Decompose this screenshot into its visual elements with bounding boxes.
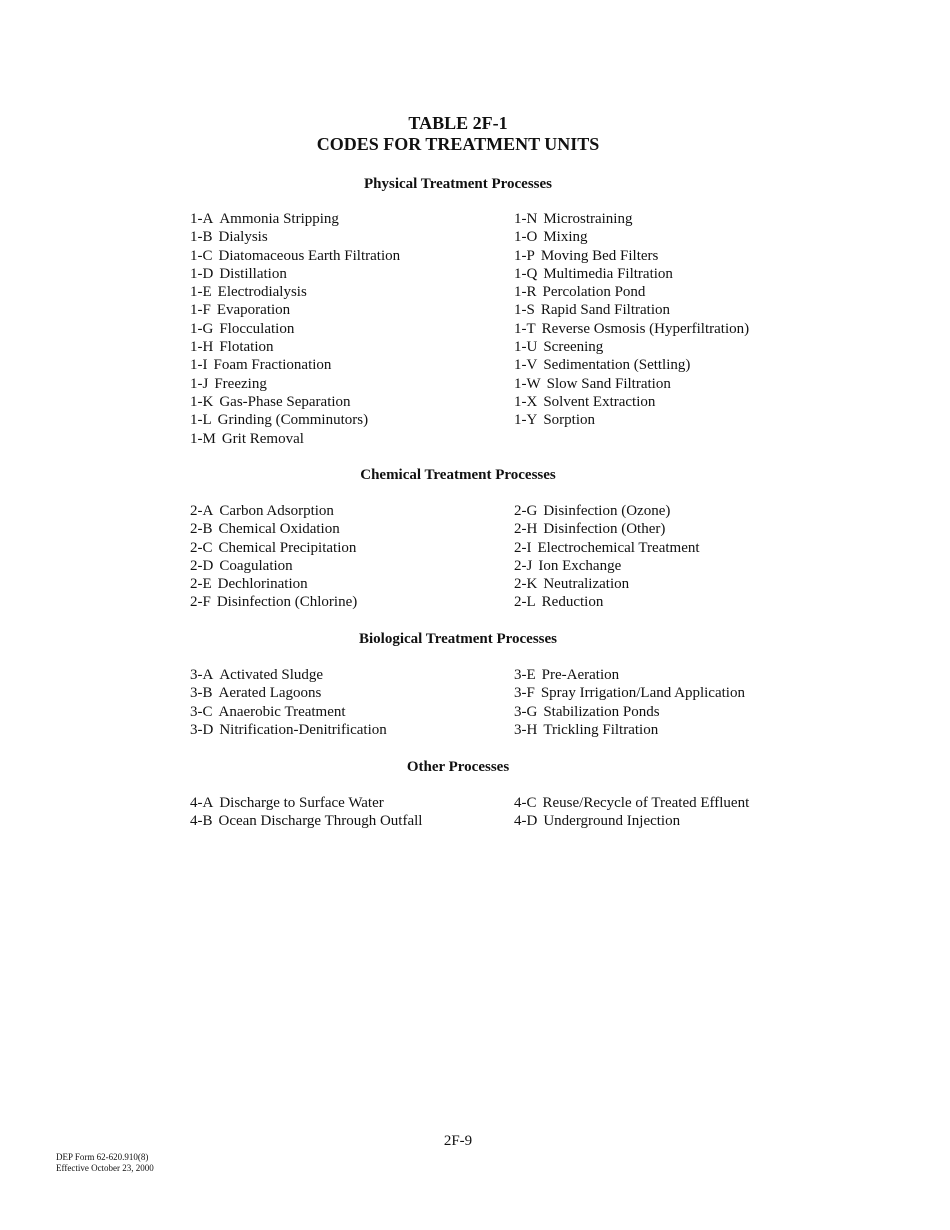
other-heading: Other Processes [406,759,510,775]
code-item [190,684,387,702]
code-item [514,539,700,557]
code-item [514,502,700,520]
effective-date: Effective October 23, 2000 [56,1163,154,1173]
code-number: 1-W [514,375,541,392]
code-label: Grit Removal [221,430,304,447]
code-number: 4-B [190,813,213,830]
code-label: Mixing [543,229,588,246]
code-number: 3-F [514,685,535,702]
code-label: Disinfection (Other) [543,521,666,538]
other-list-left [190,794,422,831]
code-item [190,411,400,429]
code-number: 1-P [514,247,535,264]
code-label: Spray Irrigation/Land Application [540,685,745,702]
code-number: 2-L [514,594,536,611]
code-item [514,393,749,411]
physical-list-right [514,210,749,430]
code-item [514,411,749,429]
code-number: 1-F [190,302,211,319]
code-label: Evaporation [216,302,291,319]
code-number: 1-X [514,393,538,410]
code-label: Anaerobic Treatment [218,703,346,720]
code-number: 1-A [190,211,214,227]
code-label: Discharge to Surface Water [219,795,384,811]
biological-list-right [514,666,745,739]
code-item [514,666,745,684]
code-label: Flotation [219,339,274,356]
code-label: Disinfection (Chlorine) [216,594,358,611]
code-label: Foam Fractionation [213,357,332,374]
code-item [190,520,357,538]
code-item [190,721,387,739]
code-label: Moving Bed Filters [540,247,659,264]
code-label: Solvent Extraction [543,393,656,410]
code-number: 1-R [514,284,537,301]
code-number: 1-U [514,339,538,356]
physical-heading: Physical Treatment Processes [363,176,553,192]
code-label: Flocculation [219,320,295,337]
code-number: 2-H [514,521,538,538]
code-item [514,557,700,575]
code-label: Dialysis [218,229,268,246]
code-item [190,301,400,319]
code-item [514,812,749,830]
code-number: 1-B [190,229,213,246]
code-number: 3-E [514,667,536,683]
code-item [190,228,400,246]
code-item [514,283,749,301]
code-label: Disinfection (Ozone) [543,503,671,519]
code-item [514,575,700,593]
code-label: Underground Injection [543,813,681,830]
code-item [190,575,357,593]
code-number: 2-F [190,594,211,611]
code-item [190,430,400,448]
code-label: Ocean Discharge Through Outfall [218,813,423,830]
code-item [190,375,400,393]
code-item [514,228,749,246]
code-number: 4-D [514,813,538,830]
code-label: Sedimentation (Settling) [543,357,691,374]
code-number: 4-A [190,795,214,811]
code-label: Dechlorination [217,576,308,593]
code-number: 2-K [514,576,538,593]
physical-list-left [190,210,400,448]
code-number: 3-D [190,721,214,738]
code-number: 2-C [190,539,213,556]
code-item [190,338,400,356]
code-label: Screening [543,339,604,356]
code-label: Carbon Adsorption [219,503,334,519]
chemical-list-right [514,502,700,612]
code-number: 2-I [514,539,532,556]
code-number: 2-D [190,557,214,574]
code-number: 2-B [190,521,213,538]
code-label: Reverse Osmosis (Hyperfiltration) [541,320,750,337]
code-label: Reuse/Recycle of Treated Effluent [542,795,750,811]
table-caption: CODES FOR TREATMENT UNITS [316,134,600,154]
code-item [514,210,749,228]
code-number: 1-G [190,320,214,337]
code-item [514,703,745,721]
code-label: Neutralization [543,576,630,593]
code-item [190,812,422,830]
code-item [514,247,749,265]
code-item [514,375,749,393]
code-number: 1-M [190,430,216,447]
code-item [190,502,357,520]
code-number: 3-G [514,703,538,720]
code-item [190,210,400,228]
code-item [514,520,700,538]
code-label: Diatomaceous Earth Filtration [218,247,401,264]
code-item [514,721,745,739]
code-label: Rapid Sand Filtration [540,302,671,319]
code-number: 1-T [514,320,536,337]
code-label: Trickling Filtration [543,721,659,738]
code-number: 1-K [190,393,214,410]
code-item [190,393,400,411]
code-label: Chemical Oxidation [218,521,340,538]
code-number: 1-V [514,357,538,374]
code-item [514,301,749,319]
code-number: 1-C [190,247,213,264]
code-label: Multimedia Filtration [543,265,673,282]
code-label: Reduction [541,594,604,611]
code-label: Freezing [214,375,267,392]
code-number: 2-G [514,503,538,519]
code-label: Activated Sludge [219,667,324,683]
code-number: 1-O [514,229,538,246]
code-item [190,557,357,575]
code-number: 2-J [514,557,533,574]
code-item [190,794,422,812]
code-label: Chemical Precipitation [218,539,357,556]
code-number: 3-H [514,721,538,738]
code-number: 2-E [190,576,212,593]
code-number: 1-N [514,211,538,227]
code-label: Aerated Lagoons [218,685,322,702]
code-item [514,338,749,356]
code-number: 1-I [190,357,208,374]
code-number: 3-B [190,685,213,702]
code-label: Pre-Aeration [541,667,620,683]
code-item [514,265,749,283]
code-item [190,283,400,301]
code-label: Sorption [543,412,596,429]
code-number: 1-J [190,375,209,392]
code-item [514,593,700,611]
code-label: Ion Exchange [538,557,622,574]
code-item [514,794,749,812]
code-item [190,666,387,684]
code-number: 2-A [190,503,214,519]
other-list-right [514,794,749,831]
form-number: DEP Form 62-620.910(8) [56,1152,149,1162]
code-label: Electrochemical Treatment [537,539,700,556]
code-item [190,356,400,374]
code-number: 1-Y [514,412,538,429]
code-label: Gas-Phase Separation [219,393,351,410]
page-number: 2F-9 [443,1133,473,1149]
chemical-list-left [190,502,357,612]
code-label: Grinding (Comminutors) [217,412,369,429]
code-item [190,247,400,265]
code-number: 1-E [190,284,212,301]
biological-list-left [190,666,387,739]
code-number: 1-Q [514,265,538,282]
code-number: 1-S [514,302,535,319]
code-label: Percolation Pond [542,284,646,301]
code-item [190,539,357,557]
code-number: 1-H [190,339,214,356]
code-label: Distillation [219,265,287,282]
code-label: Microstraining [543,211,633,227]
code-item [190,320,400,338]
code-number: 1-D [190,265,214,282]
code-label: Slow Sand Filtration [546,375,671,392]
code-item [190,265,400,283]
code-label: Electrodialysis [217,284,307,301]
code-item [514,320,749,338]
code-label: Stabilization Ponds [543,703,660,720]
biological-heading: Biological Treatment Processes [358,631,558,647]
table-number: TABLE 2F-1 [408,113,508,133]
code-item [514,356,749,374]
code-item [514,684,745,702]
code-item [190,593,357,611]
table-title [0,113,916,155]
code-number: 3-A [190,667,214,683]
code-label: Nitrification-Denitrification [219,721,387,738]
code-number: 1-L [190,412,212,429]
code-number: 3-C [190,703,213,720]
chemical-heading: Chemical Treatment Processes [360,467,556,483]
code-number: 4-C [514,795,537,811]
form-footer [56,1152,154,1174]
code-label: Ammonia Stripping [219,211,339,227]
code-label: Coagulation [219,557,293,574]
code-item [190,703,387,721]
